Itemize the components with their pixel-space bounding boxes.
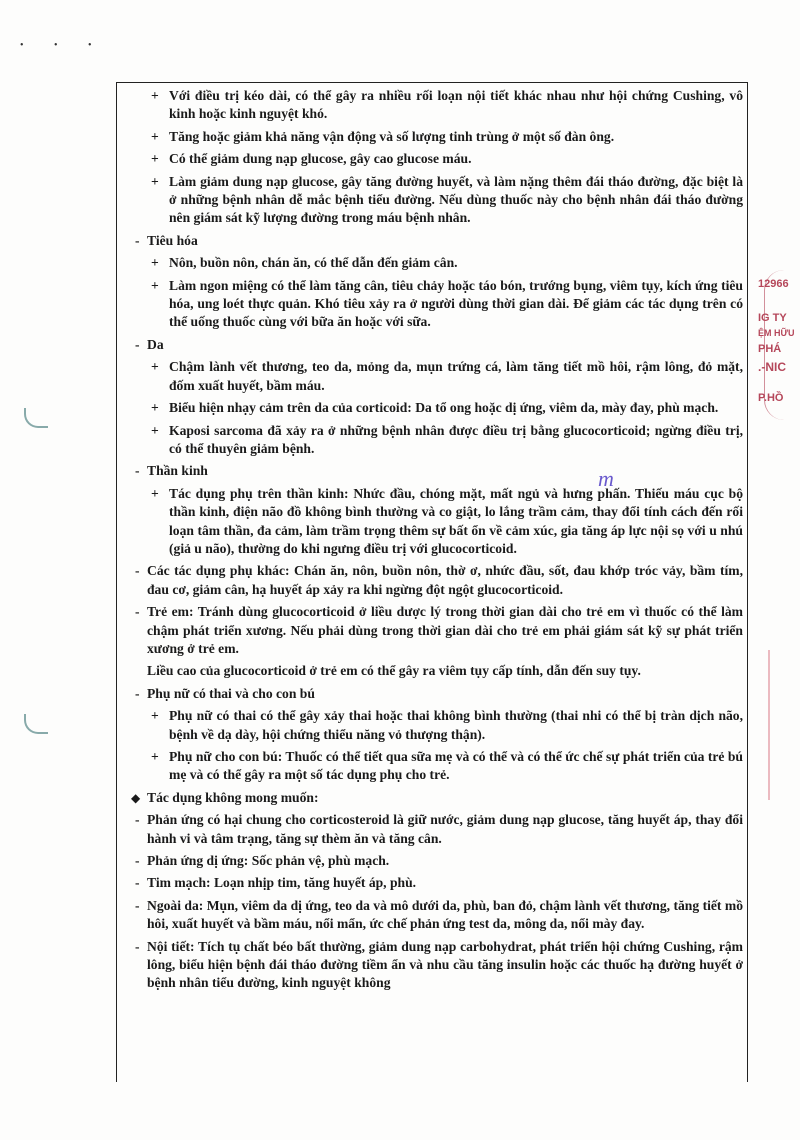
list-item xyxy=(117,603,747,658)
line-text: Phản ứng dị ứng: Sốc phản vệ, phù mạch. xyxy=(147,853,390,869)
line-text: Da xyxy=(147,336,164,352)
line-text: Nôn, buồn nôn, chán ăn, có thể dẫn đến giảm cân. xyxy=(169,255,458,271)
bullet-marker: - xyxy=(135,232,140,248)
stamp-text-3: ỆM HỮU xyxy=(758,328,795,338)
sub-list-item xyxy=(117,358,747,395)
line-text: Các tác dụng phụ khác: Chán ăn, nôn, buồn nôn, thờ ơ, nhức đầu, sốt, đau khớp tróc vảy, bầm tím, đau cơ, giảm cân, hạ huyết áp xảy ra khi ngừng đột ngột glucocorticoid. xyxy=(147,563,743,597)
bullet-marker: - xyxy=(135,336,140,352)
line-text: Làm giảm dung nạp glucose, gây tăng đường huyết, và làm nặng thêm đái tháo đường, đặc biệt là ở những bệnh nhân dễ mắc bệnh tiểu đường. Nếu dùng thuốc này cho bệnh nhân đái tháo đường nên giám sát kỹ lượng đường trong máu bệnh nhân. xyxy=(169,173,743,226)
bullet-marker: + xyxy=(151,151,159,167)
list-item xyxy=(117,462,747,480)
line-text: Tiêu hóa xyxy=(147,232,198,248)
punch-hole-top xyxy=(24,408,48,428)
bullet-marker: - xyxy=(135,463,140,479)
sub-list-item xyxy=(117,707,747,744)
bullet-marker: - xyxy=(135,938,140,954)
bullet-marker: + xyxy=(151,359,159,375)
line-text: Phụ nữ có thai có thể gây xảy thai hoặc thai không bình thường (thai nhi có thể bị tràn dịch não, bệnh về dạ dày, hội chứng thiểu năng vỏ thượng thận). xyxy=(169,708,743,742)
bullet-marker: + xyxy=(151,400,159,416)
sub-list-item xyxy=(117,128,747,146)
sub-list-item xyxy=(117,485,747,559)
line-text: Tim mạch: Loạn nhịp tim, tăng huyết áp, phù. xyxy=(147,875,417,891)
line-text: Thần kinh xyxy=(147,463,208,479)
line-text: Làm ngon miệng có thể làm tăng cân, tiêu chảy hoặc táo bón, trướng bụng, viêm tụy, kích ứng tiêu hóa, ung loét thực quản. Khó tiêu xảy ra ở người dùng thời gian dài. Để giảm các tác dụng trên có thể uống thuốc cùng với bữa ăn hoặc với sữa. xyxy=(169,277,743,330)
line-text: Nội tiết: Tích tụ chất béo bất thường, giảm dung nạp carbohydrat, phát triển hội chứng Cushing, rậm lông, biểu hiện bệnh đái tháo đường tiềm ẩn và nhu cầu tăng insulin hoặc các thuốc hạ đường huyết ở bệnh nhân tiểu đường, kinh nguyệt không xyxy=(147,938,743,991)
paragraph xyxy=(117,662,747,680)
sub-list-item xyxy=(117,173,747,228)
list-item xyxy=(117,811,747,848)
bullet-marker: + xyxy=(151,422,159,438)
bullet-marker: ◆ xyxy=(131,790,141,805)
list-item xyxy=(117,897,747,934)
bullet-marker: + xyxy=(151,749,159,764)
list-item xyxy=(117,232,747,250)
stamp-text-5: .-NIC xyxy=(758,360,786,374)
stamp-text-2: IG TY xyxy=(758,312,787,324)
sub-list-item xyxy=(117,87,747,124)
bullet-marker: + xyxy=(151,88,159,103)
red-stamp-mark xyxy=(768,650,800,800)
initial-signature: m xyxy=(598,466,614,491)
list-item xyxy=(117,874,747,892)
line-text: Tác dụng không mong muốn: xyxy=(147,789,319,805)
line-text: Phụ nữ cho con bú: Thuốc có thể tiết qua sữa mẹ và có thể và có thể ức chế sự phát triển của trẻ bú mẹ và có thể gây ra một số tác dụng phụ cho trẻ. xyxy=(169,749,743,783)
line-text: Phụ nữ có thai và cho con bú xyxy=(147,685,315,701)
bullet-marker: + xyxy=(151,708,159,724)
line-text: Ngoài da: Mụn, viêm da dị ứng, teo da và mô dưới da, phù, ban đỏ, chậm lành vết thương, tăng tiết mồ hôi, xuất huyết và bầm máu, nổi mẩn, ức chế phản ứng test da, mông da, nổi mày đay. xyxy=(147,897,743,932)
scan-dots: • • • xyxy=(20,40,106,51)
list-item xyxy=(117,852,747,870)
sub-list-item xyxy=(117,150,747,168)
line-text: Tác dụng phụ trên thần kinh: Nhức đầu, chóng mặt, mất ngủ và hưng phấn. Thiếu máu cục bộ thần kinh, điện não đồ không bình thường và co giật, lo lắng trầm cảm, thay đổi tính cách đến rối loạn tâm thần, đa cảm, làm trầm trọng thêm sự bất ổn về cảm xúc, gia tăng áp lực nội sọ với u nhú (giả u não), thường do khi ngưng điều trị với glucocorticoid. xyxy=(169,485,743,556)
bullet-marker: + xyxy=(151,277,159,293)
bullet-marker: - xyxy=(135,604,140,620)
stamp-text-6: P.HỒ xyxy=(758,392,784,404)
bullet-marker: - xyxy=(135,563,140,579)
list-item xyxy=(117,938,747,993)
bullet-marker: - xyxy=(135,875,140,891)
bullet-marker: + xyxy=(151,485,159,501)
bullet-marker: + xyxy=(151,255,159,271)
list-item xyxy=(117,685,747,703)
bullet-marker: + xyxy=(151,173,159,189)
line-text: Biểu hiện nhạy cảm trên da của corticoid: Da tổ ong hoặc dị ứng, viêm da, mày đay, phù mạch. xyxy=(169,400,719,416)
stamp-text-1: 12966 xyxy=(758,278,789,290)
sub-list-item xyxy=(117,748,747,785)
line-text: Trẻ em: Tránh dùng glucocorticoid ở liều dược lý trong thời gian dài cho trẻ em vì thuốc có thể làm chậm phát triển xương. Nếu phải dùng trong thời gian dài cho trẻ em phải giám sát kỹ sự phát triển xương ở trẻ em. xyxy=(147,604,743,656)
line-text: Liều cao của glucocorticoid ở trẻ em có thể gây ra viêm tụy cấp tính, dẫn đến suy tụy. xyxy=(147,663,641,679)
line-text: Phản ứng có hại chung cho corticosteroid là giữ nước, giảm dung nạp glucose, tăng huyết áp, thay đổi hành vi và tâm trạng, tăng sự thèm ăn và tăng cân. xyxy=(147,812,743,846)
bullet-marker: - xyxy=(135,897,140,913)
document-body xyxy=(117,87,747,993)
line-text: Với điều trị kéo dài, có thể gây ra nhiều rối loạn nội tiết khác nhau như hội chứng Cushing, vô kinh hoặc kinh nguyệt khó. xyxy=(169,88,743,122)
line-text: Có thể giảm dung nạp glucose, gây cao glucose máu. xyxy=(169,151,472,167)
sub-list-item xyxy=(117,422,747,459)
bullet-marker: - xyxy=(135,812,140,828)
sub-list-item xyxy=(117,399,747,417)
line-text: Chậm lành vết thương, teo da, mỏng da, mụn trứng cá, làm tăng tiết mồ hôi, rậm lông, đỏ mặt, đốm xuất huyết, bầm máu. xyxy=(169,359,743,393)
sub-list-item xyxy=(117,254,747,272)
document-frame xyxy=(116,82,748,1082)
bullet-marker: - xyxy=(135,685,140,701)
section-heading xyxy=(117,789,747,807)
line-text: Tăng hoặc giảm khả năng vận động và số lượng tinh trùng ở một số đàn ông. xyxy=(169,128,615,144)
bullet-marker: + xyxy=(151,128,159,144)
sub-list-item xyxy=(117,277,747,332)
bullet-marker: - xyxy=(135,853,140,869)
line-text: Kaposi sarcoma đã xảy ra ở những bệnh nhân được điều trị bằng glucocorticoid; ngừng điều trị, có thể thuyên giảm bệnh. xyxy=(169,422,743,456)
stamp-text-4: PHÁ xyxy=(758,343,782,355)
list-item xyxy=(117,562,747,599)
punch-hole-bottom xyxy=(24,714,48,734)
list-item xyxy=(117,336,747,354)
